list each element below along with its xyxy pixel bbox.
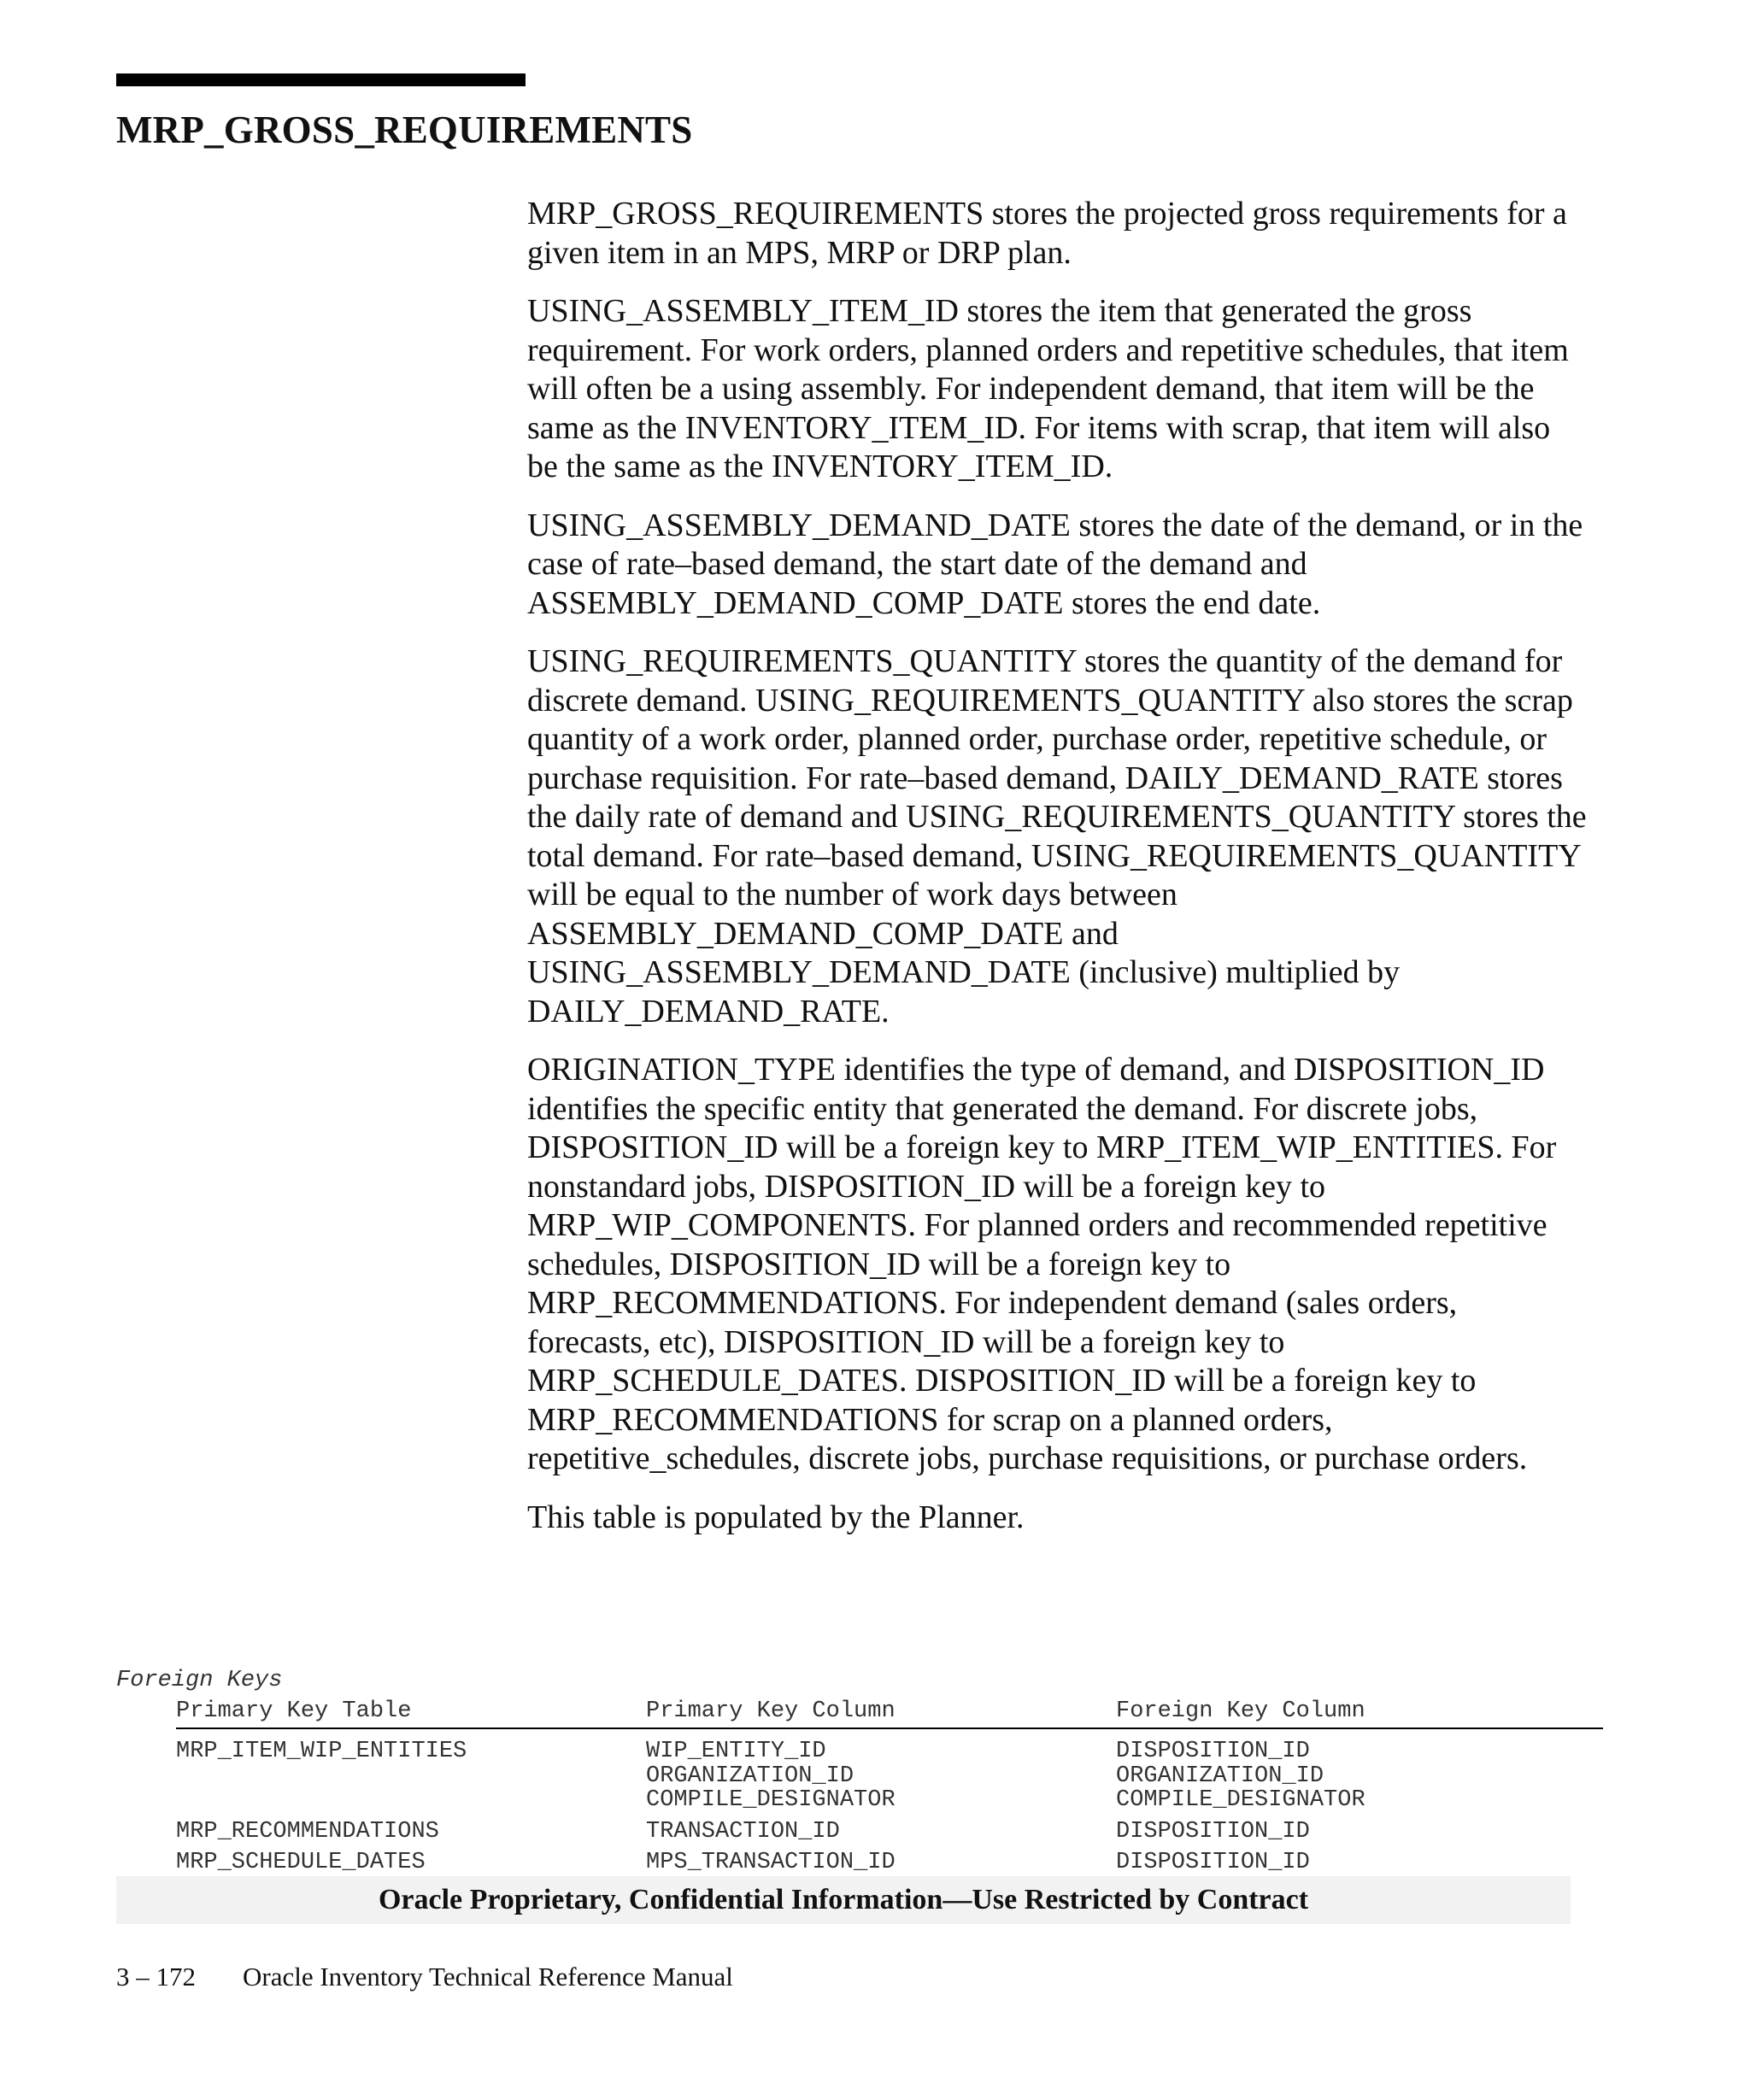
column-name: COMPILE_DESIGNATOR <box>646 1787 896 1813</box>
foreign-keys-heading: Foreign Keys <box>116 1668 283 1693</box>
column-name: DISPOSITION_ID <box>1116 1739 1310 1764</box>
primary-key-column-cell: MPS_TRANSACTION_ID <box>646 1850 896 1875</box>
paragraph: USING_REQUIREMENTS_QUANTITY stores the quantity of the demand for discrete demand. USING_REQUIREMENTS_QUANTITY also stores the scrap quantity of a work order, planned order, purchase order, repetitive schedule, or purchase requisition. For rate–based demand, DAILY_DEMAND_RATE stores the daily rate of demand and USING_REQUIREMENTS_QUANTITY stores the total demand. For rate–based demand, USING_REQUIREMENTS_QUANTITY will be equal to the number of work days between ASSEMBLY_DEMAND_COMP_DATE and USING_ASSEMBLY_DEMAND_DATE (inclusive) multiplied by DAILY_DEMAND_RATE. <box>527 643 1587 1029</box>
page-number: 3 – 172 <box>116 1962 196 1991</box>
page-title: MRP_GROSS_REQUIREMENTS <box>116 109 693 151</box>
confidential-notice: Oracle Proprietary, Confidential Information––Use Restricted by Contract <box>116 1876 1571 1924</box>
primary-key-table-cell: MRP_SCHEDULE_DATES <box>176 1850 426 1875</box>
paragraph: USING_ASSEMBLY_DEMAND_DATE stores the date of the demand, or in the case of rate–based demand, the start date of the demand and ASSEMBLY_DEMAND_COMP_DATE stores the end date. <box>527 507 1583 621</box>
primary-key-column-cell: TRANSACTION_ID <box>646 1818 840 1845</box>
foreign-key-column-cell: DISPOSITION_ID <box>1116 1850 1310 1875</box>
column-name: ORGANIZATION_ID <box>646 1763 854 1789</box>
foreign-keys-table <box>176 1695 1603 1875</box>
body-text <box>527 195 1587 1557</box>
table-row <box>176 1728 1603 1813</box>
table-row <box>176 1844 1603 1875</box>
table-header-row <box>176 1695 1603 1728</box>
column-header: Primary Key Table <box>176 1695 646 1728</box>
primary-key-table-cell: MRP_ITEM_WIP_ENTITIES <box>176 1739 467 1764</box>
top-rule <box>116 73 526 86</box>
column-name: ORGANIZATION_ID <box>1116 1763 1324 1789</box>
column-header: Primary Key Column <box>646 1695 1116 1728</box>
paragraph: USING_ASSEMBLY_ITEM_ID stores the item that generated the gross requirement. For work orders, planned orders and repetitive schedules, that item will often be a using assembly. For independent demand, that item will be the same as the INVENTORY_ITEM_ID. For items with scrap, that item will also be the same as the INVENTORY_ITEM_ID. <box>527 293 1569 484</box>
column-header: Foreign Key Column <box>1116 1695 1603 1728</box>
paragraph: MRP_GROSS_REQUIREMENTS stores the projected gross requirements for a given item in an MPS, MRP or DRP plan. <box>527 196 1567 271</box>
column-name: WIP_ENTITY_ID <box>646 1739 826 1764</box>
manual-title: Oracle Inventory Technical Reference Manual <box>243 1962 733 1991</box>
paragraph: This table is populated by the Planner. <box>527 1499 1025 1535</box>
foreign-key-column-cell <box>1116 1728 1603 1813</box>
foreign-key-column-cell: DISPOSITION_ID <box>1116 1818 1310 1845</box>
page-footer <box>116 1962 733 1992</box>
primary-key-table-cell: MRP_RECOMMENDATIONS <box>176 1818 439 1845</box>
table-row <box>176 1813 1603 1845</box>
foreign-keys-section <box>116 1666 1603 1875</box>
primary-key-column-cell <box>646 1728 1116 1813</box>
column-name: COMPILE_DESIGNATOR <box>1116 1787 1365 1813</box>
paragraph: ORIGINATION_TYPE identifies the type of demand, and DISPOSITION_ID identifies the specific entity that generated the demand. For discrete jobs, DISPOSITION_ID will be a foreign key to MRP_ITEM_WIP_ENTITIES. For nonstandard jobs, DISPOSITION_ID will be a foreign key to MRP_WIP_COMPONENTS. For planned orders and recommended repetitive schedules, DISPOSITION_ID will be a foreign key to MRP_RECOMMENDATIONS. For independent demand (sales orders, forecasts, etc), DISPOSITION_ID will be a foreign key to MRP_SCHEDULE_DATES. DISPOSITION_ID will be a foreign key to MRP_RECOMMENDATIONS for scrap on a planned orders, repetitive_schedules, discrete jobs, purchase requisitions, or purchase orders. <box>527 1052 1557 1476</box>
